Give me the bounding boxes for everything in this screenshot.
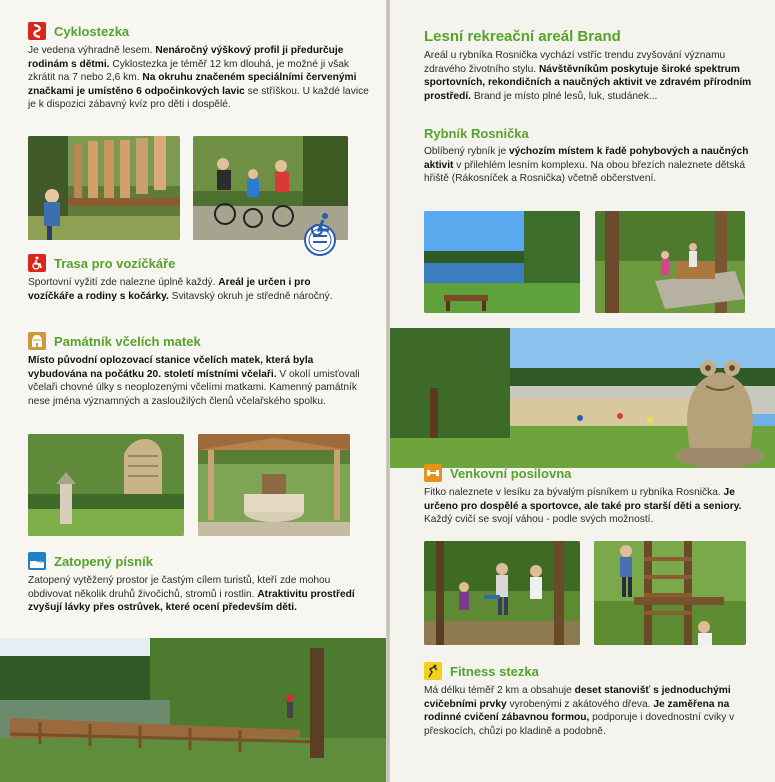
- text-run: Je vedena výhradně lesem.: [28, 45, 156, 56]
- dumbbell-icon: [424, 464, 442, 482]
- photo-quiz-bench: [28, 136, 180, 240]
- text-run: Fitko naleznete v lesíku za bývalým písníkem u rybníka Rosnička.: [424, 487, 724, 498]
- photo-playground: [595, 211, 745, 313]
- photo-climbing-ladder: [594, 541, 746, 645]
- text-run: Každý cvičí se svojí váhou - podle svých možností.: [424, 514, 654, 526]
- section-title: Cyklostezka: [54, 23, 130, 39]
- section-posilovna: [424, 464, 759, 527]
- section-title: Trasa pro vozíčkáře: [54, 255, 176, 271]
- section-text: [424, 49, 759, 103]
- text-run: se stříškou. U každé lavice je k dispozici zábavný kvíz pro děti i dospělé.: [28, 85, 369, 111]
- section-pamatnik: [28, 332, 374, 408]
- section-cyklostezka: [28, 22, 374, 112]
- text-run: Má délku téměř 2 km a obsahuje: [424, 685, 575, 696]
- section-fitness: [424, 662, 759, 738]
- bold-text: Je určeno pro dospělé a sportovce, ale také pro starší děti a seniory.: [424, 487, 742, 512]
- wheelchair-icon: [28, 254, 46, 272]
- section-text: [28, 354, 374, 408]
- bold-text: Je zaměřena na rodinné cvičení zábavnou formou,: [424, 698, 730, 724]
- right-page: [390, 0, 775, 782]
- bold-text: Návštěvníkům poskytuje široké spektrum sportovních, rekondičních a naučných aktivit ve zdravém přírodním prostředí.: [424, 63, 752, 102]
- photo-lake-boardwalk: [0, 638, 386, 782]
- text-run: Brand je místo plné lesů, luk, studánek...: [470, 90, 658, 102]
- photo-pergola-well: [198, 434, 350, 536]
- text-run: Areál u rybníka Rosnička vychází vstříc trendu zvyšování významu zdravého životního stylu.: [424, 50, 726, 75]
- section-rybnik: [424, 126, 759, 186]
- section-trasa: [28, 254, 358, 303]
- bold-text: Atraktivitu prostředí zvyšují lávky přes ostrůvek, které ocení především děti.: [28, 588, 355, 614]
- section-text: [424, 684, 759, 738]
- text-run: Oblíbený rybník je: [424, 146, 509, 157]
- text-run: Sportovní vyžití zde nalezne úplně každý.: [28, 277, 219, 288]
- bold-text: výchozím místem k řadě pohybových a naučných aktivit: [424, 146, 749, 171]
- text-run: Cyklostezka je téměř 12 km dlouhá, je možné ji však zkrátit na 7 nebo 2,6 km.: [28, 58, 350, 84]
- running-path-icon: [424, 662, 442, 680]
- section-title: Rybník Rosnička: [424, 126, 529, 141]
- photo-pond-bench: [424, 211, 580, 313]
- section-text: [28, 276, 358, 303]
- text-run: v přilehlém lesním komplexu. Na obou březích naleznete dětská hřiště (Rákosníček a Rosnička) včetně občerstvení.: [424, 159, 746, 185]
- main-title: Lesní rekreační areál Brand: [424, 28, 621, 45]
- section-zatopeny: [28, 552, 374, 615]
- water-waves-icon: [28, 552, 46, 570]
- bee-hive-icon: [28, 332, 46, 350]
- section-text: [28, 574, 374, 615]
- section-title: Zatopený písník: [54, 553, 153, 569]
- section-text: [28, 44, 374, 112]
- text-run: podporuje i dovednostní cviky v přeskocích, chůzi po kladině a podobně.: [424, 712, 735, 737]
- section-title: Fitness stezka: [450, 663, 539, 679]
- photo-beach-frog-statue: [390, 328, 775, 468]
- photo-bee-monument: [28, 434, 184, 536]
- text-run: V okolí umisťovali včelaři chovné úlky s neoplozenými včelími matkami. Kamenný památník nese jména významných a zasloužilých členů včelařského spolku.: [28, 368, 360, 407]
- text-run: Zatopený vytěžený prostor je častým cílem turistů, kteří zde mohou obdivovat několik druhů živočichů, stromů i rostlin.: [28, 575, 331, 600]
- bold-text: Nenáročný výškový profil ji předurčuje rodinám s dětmi.: [28, 45, 344, 70]
- section-text: [424, 486, 759, 527]
- text-run: Svitavský okruh je středně náročný.: [168, 290, 333, 302]
- bold-text: Na okruhu značeném speciálními červenými značkami je umístěno 6 odpočinkových lavic: [28, 72, 357, 97]
- bold-text: Areál je určen i pro vozíčkáře a rodiny s kočárky.: [28, 277, 311, 302]
- bold-text: Místo původní oplozovací stanice včelích matek, která byla vybudována na počátku 20. století místními včelaři.: [28, 355, 314, 380]
- bold-text: deset stanovišť s jednoduchými cvičebními prvky: [424, 685, 731, 710]
- section-brand: [424, 28, 759, 103]
- section-title: Venkovní posilovna: [450, 465, 572, 481]
- section-title: Památník včelích matek: [54, 333, 201, 349]
- left-page: [0, 0, 386, 782]
- accessibility-logo: [301, 210, 339, 258]
- photo-outdoor-gym: [424, 541, 580, 645]
- text-run: vyrobenými z akátového dřeva.: [506, 698, 654, 710]
- section-text: [424, 145, 759, 186]
- s-curve-road-icon: [28, 22, 46, 40]
